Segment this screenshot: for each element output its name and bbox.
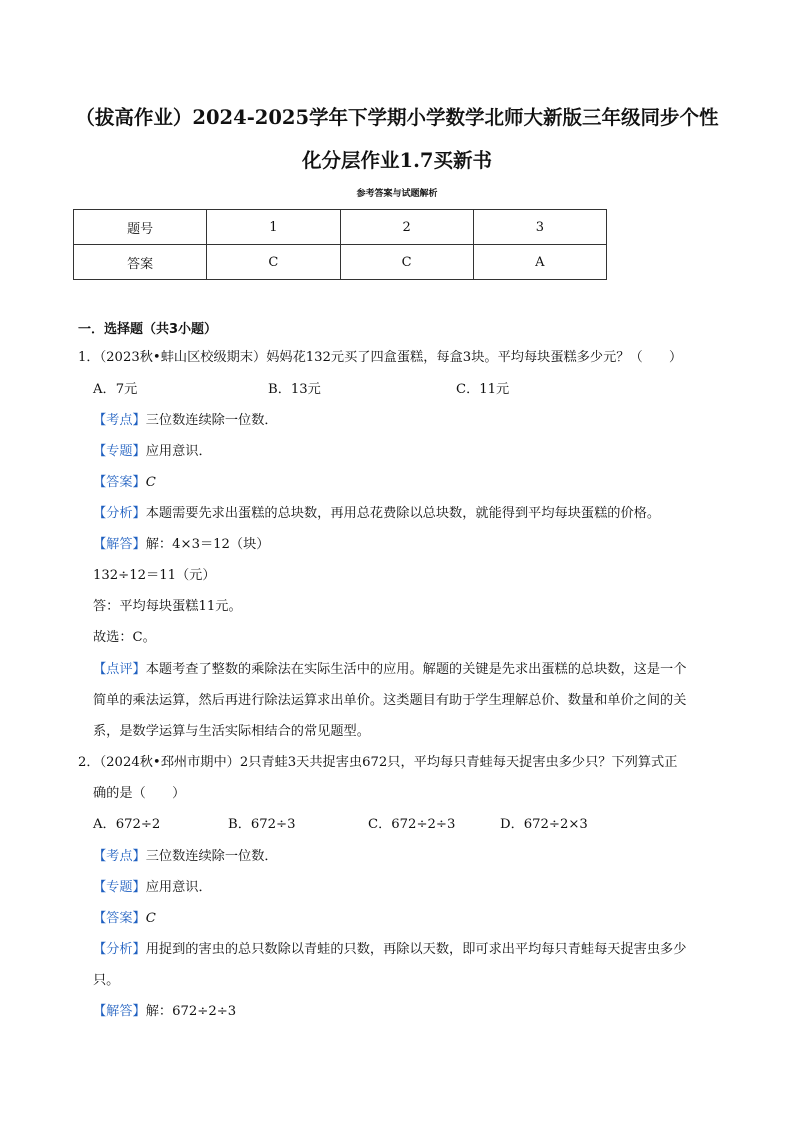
zhuanti-tag: 【专题】 <box>93 444 146 459</box>
document-subtitle: 参考答案与试题解析 <box>356 189 438 199</box>
question-1-zhuanti <box>93 442 212 462</box>
table-cell: 答案 <box>74 245 207 280</box>
jieda-text: 解：4×3＝12（块） <box>145 537 270 552</box>
question-2-stem-1: 2．（2024秋•邳州市期中）2只青蛙3天共捉害虫672只，平均每只青蛙每天捉害虫多少只？下列算式正 <box>78 755 678 770</box>
kaodian-text: 三位数连续除一位数． <box>145 849 278 864</box>
title-line-1: （拔高作业）2024-2025学年下学期小学数学北师大新版三年级同步个性 <box>75 106 719 129</box>
question-2-option-a: A．672÷2 <box>93 817 161 832</box>
fenxi-text-1: 用捉到的害虫的总只数除以青蛙的只数，再除以天数，即可求出平均每只青蛙每天捉害虫多少 <box>145 942 687 957</box>
zhuanti-text: 应用意识． <box>145 444 212 459</box>
question-2-fenxi-2: 只。 <box>93 973 120 988</box>
question-1-jieda <box>93 535 270 555</box>
fenxi-tag: 【分析】 <box>93 942 146 957</box>
question-2-fenxi <box>93 940 686 960</box>
question-1-step-2: 132÷12＝11（元） <box>93 568 216 583</box>
daan-tag: 【答案】 <box>93 475 146 490</box>
kaodian-tag: 【考点】 <box>93 849 146 864</box>
question-2-option-b: B．672÷3 <box>228 817 296 832</box>
table-cell: A <box>473 245 606 280</box>
question-1-daan <box>93 473 156 493</box>
question-2-kaodian <box>93 847 278 867</box>
question-2-zhuanti <box>93 878 212 898</box>
question-2-option-c: C．672÷2÷3 <box>368 817 456 832</box>
section-heading: 一．选择题（共3小题） <box>78 322 218 337</box>
question-2-jieda <box>93 1002 236 1022</box>
document-title <box>60 96 734 182</box>
question-2-option-d: D．672÷2×3 <box>500 817 588 832</box>
fenxi-tag: 【分析】 <box>93 506 146 521</box>
question-1-option-a: A．7元 <box>93 382 138 397</box>
table-cell: 3 <box>473 210 606 245</box>
question-1-dianping <box>93 660 686 680</box>
kaodian-tag: 【考点】 <box>93 413 146 428</box>
question-1-option-c: C．11元 <box>456 382 510 397</box>
dianping-tag: 【点评】 <box>93 662 146 677</box>
question-1-step-4: 故选：C。 <box>93 630 156 645</box>
dianping-text-1: 本题考查了整数的乘除法在实际生活中的应用。解题的关键是先求出蛋糕的总块数，这是一个 <box>145 662 687 677</box>
daan-text: C <box>145 475 156 490</box>
table-cell: C <box>340 245 473 280</box>
table-cell: 1 <box>207 210 340 245</box>
question-1-kaodian <box>93 411 278 431</box>
fenxi-text: 本题需要先求出蛋糕的总块数，再用总花费除以总块数，就能得到平均每块蛋糕的价格。 <box>145 506 661 521</box>
jieda-tag: 【解答】 <box>93 537 146 552</box>
jieda-tag: 【解答】 <box>93 1004 146 1019</box>
question-1-dianping-2: 简单的乘法运算，然后再进行除法运算求出单价。这类题目有助于学生理解总价、数量和单价之间的关 <box>93 693 687 708</box>
question-1-fenxi <box>93 504 660 524</box>
question-2-stem-2: 确的是（ ） <box>93 786 186 801</box>
answer-table-answer-row <box>74 245 607 280</box>
question-1-dianping-3: 系，是数学运算与生活实际相结合的常见题型。 <box>93 724 370 739</box>
answer-table-header-row <box>74 210 607 245</box>
question-2-daan <box>93 909 156 929</box>
zhuanti-tag: 【专题】 <box>93 880 146 895</box>
table-cell: 题号 <box>74 210 207 245</box>
title-line-2: 化分层作业1.7买新书 <box>302 149 492 172</box>
kaodian-text: 三位数连续除一位数． <box>145 413 278 428</box>
table-cell: 2 <box>340 210 473 245</box>
daan-tag: 【答案】 <box>93 911 146 926</box>
jieda-text: 解：672÷2÷3 <box>145 1004 237 1019</box>
daan-text: C <box>145 911 156 926</box>
question-1-stem: 1．（2023秋•蚌山区校级期末）妈妈花132元买了四盒蛋糕，每盒3块。平均每块蛋糕多少元？（ ） <box>78 350 683 365</box>
zhuanti-text: 应用意识． <box>145 880 212 895</box>
question-1-option-b: B．13元 <box>268 382 321 397</box>
question-1-step-3: 答：平均每块蛋糕11元。 <box>93 599 242 614</box>
table-cell: C <box>207 245 340 280</box>
answer-table <box>73 209 607 280</box>
